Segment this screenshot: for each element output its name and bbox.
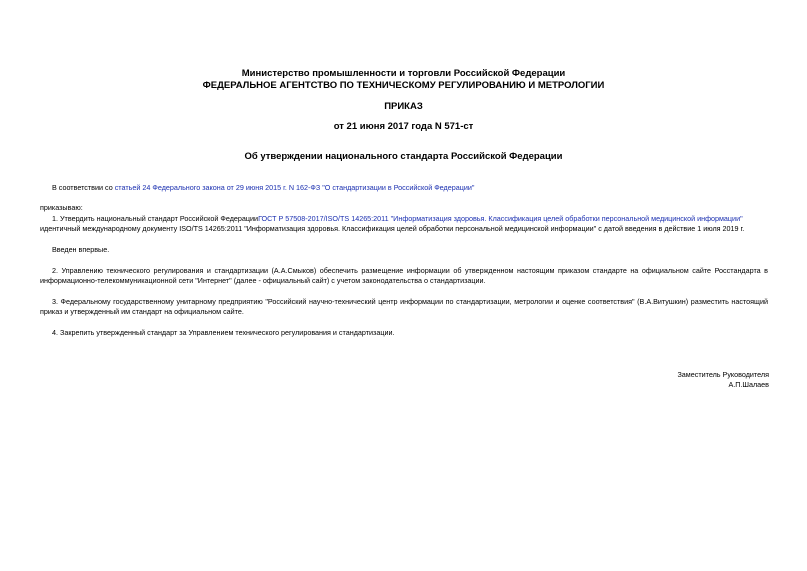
doc-type-heading: ПРИКАЗ [384, 101, 423, 112]
paragraph-1-text: 1. Утвердить национальный стандарт Российской Федерации [52, 214, 259, 223]
document-title: Об утверждении национального стандарта Российской Федерации [244, 151, 563, 162]
paragraph-1-line-2: идентичный международному документу ISO/TS 14265:2011 "Информатизация здоровья. Классификация целей обработки персональной медицинской информации" с датой введения в действие 1 июля 2019 г. [40, 224, 745, 233]
ministry-heading: Министерство промышленности и торговли Российской Федерации [241, 68, 566, 79]
signatory-position: Заместитель Руководителя [677, 370, 769, 379]
paragraph-1-line-1 [52, 214, 743, 224]
paragraph-2: 2. Управлению технического регулирования и стандартизации (А.А.Смыков) обеспечить размещение информации об утвержденном настоящим приказом стандарте на официальном сайте Росстандарта в информационно-телекоммуникационной сети "Интернет" (далее - официальный сайт) с учетом законодательства о стандартизации. [40, 266, 768, 285]
signatory-name: А.П.Шалаев [728, 380, 769, 389]
introduced-note: Введен впервые. [52, 245, 110, 254]
intro-paragraph [52, 183, 474, 193]
paragraph-4: 4. Закрепить утвержденный стандарт за Управлением технического регулирования и стандартизации. [52, 328, 395, 337]
law-link[interactable]: статьей 24 Федерального закона от 29 июня 2015 г. N 162-ФЗ "О стандартизации в Российской Федерации" [114, 183, 475, 192]
intro-text: В соответствии со [52, 183, 115, 192]
standard-link[interactable]: ГОСТ Р 57508-2017/ISO/TS 14265:2011 "Информатизация здоровья. Классификация целей обработки персональной медицинской информации" [258, 214, 743, 223]
orders-label: приказываю: [40, 203, 83, 212]
paragraph-3: 3. Федеральному государственному унитарному предприятию "Российский научно-технический центр информации по стандартизации, метрологии и оценке соответствия" (В.А.Витушкин) разместить настоящий приказ и утвержденный им стандарт на официальном сайте. [40, 297, 768, 316]
date-number: от 21 июня 2017 года N 571-ст [333, 121, 474, 132]
agency-heading: ФЕДЕРАЛЬНОЕ АГЕНТСТВО ПО ТЕХНИЧЕСКОМУ РЕГУЛИРОВАНИЮ И МЕТРОЛОГИИ [202, 80, 605, 91]
